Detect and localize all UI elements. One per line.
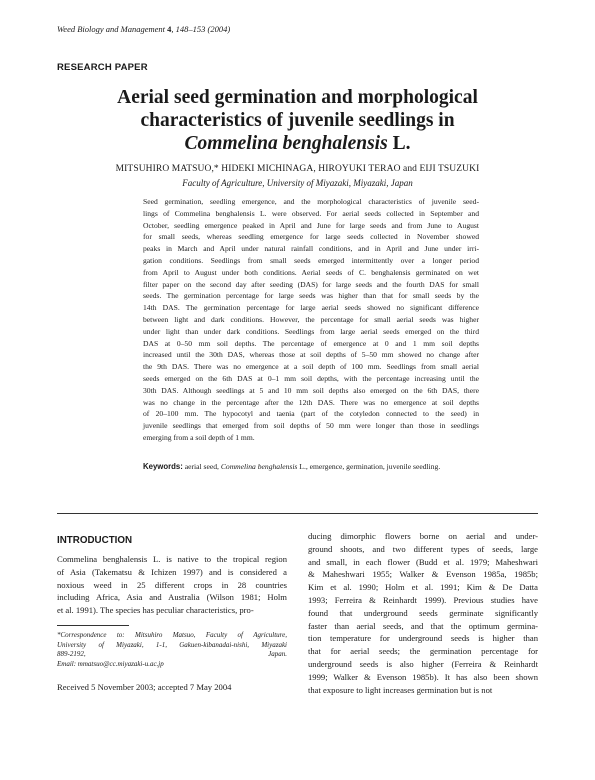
running-head <box>57 24 230 34</box>
abstract-line: under light than under dark conditions. Seedlings from large aerial seeds emerged on the third <box>143 326 479 336</box>
paper-title <box>40 86 555 155</box>
abstract-line: seeds emerged on the 6th DAS at 0–1 mm soil depths, with the percentage increasing until the <box>143 373 479 383</box>
abstract-line: seeds. The germination percentage for large seeds was higher than that for small seeds by the <box>143 291 479 301</box>
author-list: MITSUHIRO MATSUO,* HIDEKI MICHINAGA, HIROYUKI TERAO and EIJI TSUZUKI <box>115 164 480 174</box>
keywords-text-after: L., emergence, germination, juvenile seedling. <box>297 462 441 471</box>
intro-line: et al. 1991). The species has peculiar characteristics, pro- <box>57 605 254 616</box>
abstract-line: 14th DAS. The germination percentage for large aerial seeds showed no significant difference <box>143 303 479 313</box>
intro-line: ducing dimorphic flowers borne on aerial and under- <box>308 531 538 541</box>
keywords-label: Keywords: <box>143 462 183 471</box>
intro-line: of Asia (Takematsu & Ichizen 1997) and is considered a <box>57 566 287 577</box>
intro-line: & Maheshwari 1955; Walker & Evenson 1985a, 1985b; <box>308 569 538 580</box>
introduction-heading: INTRODUCTION <box>57 535 133 546</box>
keywords-text-before: aerial seed, <box>182 462 221 471</box>
footnote-divider <box>57 625 129 626</box>
affiliation: Faculty of Agriculture, University of Miyazaki, Miyazaki, Japan <box>182 178 413 188</box>
abstract-line: was no change in the percentage after the 12th DAS. There was no emergence at soil depths <box>143 397 479 407</box>
title-authority: L. <box>387 133 411 154</box>
intro-line: ground shoots, and two different types of seeds, large <box>308 543 538 554</box>
title-species: Commelina benghalensis <box>184 133 388 154</box>
abstract-line: 30th DAS. Although seedlings at 5 and 10 mm soil depths also emerged on the 6th DAS, there <box>143 385 479 395</box>
abstract-line: of 20–100 mm. The hypocotyl and taenia (part of the cotyledon connected to the seed) in <box>143 409 479 419</box>
abstract-line: October, seedling emergence peaked in April and June for large seeds and from June to August <box>143 220 479 230</box>
abstract <box>143 196 479 444</box>
intro-line: that for aerial seeds; the germination percentage for <box>308 646 538 657</box>
footnote-line: 889-2192, Japan. <box>57 650 287 659</box>
intro-line: that exposure to light increases germination but is not <box>308 684 493 695</box>
journal-name: Weed Biology and Management <box>57 24 166 34</box>
intro-line: tion temperature for underground seeds is higher than <box>308 633 538 644</box>
keywords-species: Commelina benghalensis <box>220 462 298 471</box>
intro-line: Kim et al. 1990; Holm et al. 1991; Kim & De Datta <box>308 582 538 593</box>
abstract-line: lings of Commelina benghalensis L. were observed. For aerial seeds collected in September and <box>143 208 479 218</box>
title-line-2: characteristics of juvenile seedlings in <box>140 110 455 131</box>
abstract-line: between light and dark conditions. However, the percentage for small aerial seeds was higher <box>143 314 479 324</box>
abstract-line: for small seeds, whereas seedling emergence for large seeds collected in November showed <box>143 232 479 242</box>
intro-line: faster than aerial seeds, and that the optimum germina- <box>308 620 538 631</box>
abstract-line: increased until the 30th DAS, whereas those at soil depths of 5–50 mm showed no change after <box>143 350 479 360</box>
abstract-line: emerging from a soil depth of 1 mm. <box>143 432 255 442</box>
journal-pages: , 148–153 (2004) <box>171 24 231 34</box>
intro-line: underground seeds is also higher (Ferreira & Reinhardt <box>308 658 538 669</box>
abstract-line: DAS at 0–50 mm soil depths. The percentage of emergence at 0 and 1 mm soil depths <box>143 338 479 348</box>
intro-line: and small, in each flower (Budd et al. 1979; Maheshwari <box>308 556 538 567</box>
abstract-line: Seed germination, seedling emergence, and the morphological characteristics of juvenile seed- <box>143 197 479 206</box>
footnote-line: *Correspondence to: Mitsuhiro Matsuo, Faculty of Agriculture, <box>57 631 287 639</box>
intro-line: 1999; Walker & Evenson 1985b). It has also been shown <box>308 671 538 682</box>
intro-line: noxious weed in 25 different crops in 28 countries <box>57 579 287 590</box>
intro-line: including Africa, Asia and Australia (Wilson 1981; Holm <box>57 592 287 603</box>
keywords <box>143 462 479 471</box>
abstract-line: the 9th DAS. There was no emergence at a soil depth of 100 mm. Seedlings from small aerial <box>143 362 479 372</box>
abstract-line: filter paper on the second day after seeding (DAS) for large seeds and the fourth DAS for small <box>143 279 479 289</box>
journal-volume: 4 <box>167 24 172 34</box>
title-line-1: Aerial seed germination and morphological <box>117 87 478 108</box>
correspondence-footnote <box>57 631 287 670</box>
abstract-line: from April to August under both conditions. Aerial seeds of C. benghalensis germinated on wet <box>143 267 479 277</box>
received-dates: Received 5 November 2003; accepted 7 May 2004 <box>57 682 232 692</box>
footnote-line: Email: mmatsuo@cc.miyazaki-u.ac.jp <box>57 660 164 669</box>
title-line-3 <box>40 132 555 155</box>
section-tag: RESEARCH PAPER <box>57 62 148 73</box>
introduction-left-column <box>57 553 287 617</box>
abstract-line: gation conditions. Seedlings from small seeds emerged intermittently over a longer period <box>143 255 479 265</box>
intro-line: 1993; Ferreira & Reinhardt 1999). Previous studies have <box>308 594 538 605</box>
intro-line: Commelina benghalensis L. is native to the tropical region <box>57 554 287 564</box>
abstract-line: peaks in March and April under natural rainfall conditions, and in April and June under irri- <box>143 244 479 254</box>
abstract-line: juvenile seedlings that emerged from soil depths of 50 mm were longer than those in seedlings <box>143 421 479 431</box>
intro-line: found that underground seeds germinate significantly <box>308 607 538 618</box>
section-divider <box>57 513 538 514</box>
introduction-right-column <box>308 530 538 696</box>
footnote-line: University of Miyazaki, 1-1, Gakuen-kibanadai-nishi, Miyazaki <box>57 640 287 649</box>
